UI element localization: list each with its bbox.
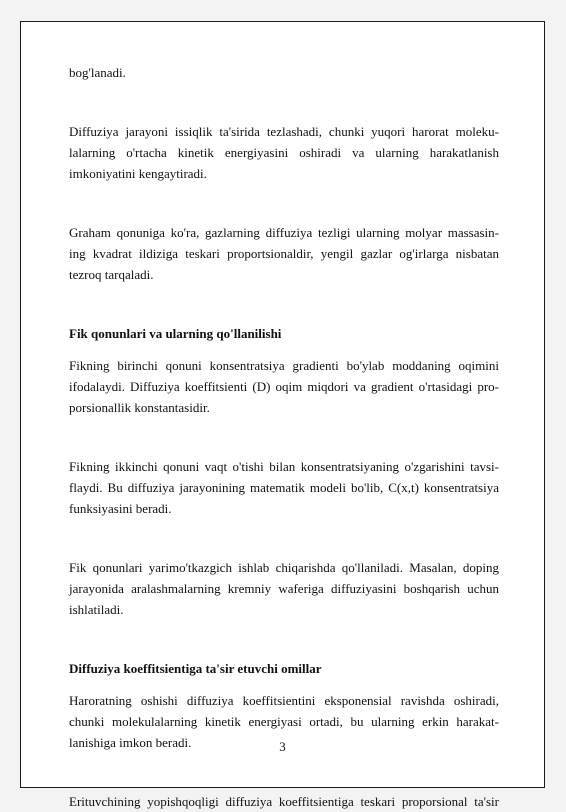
- text-line: Graham qonuniga ko'ra, gazlarning diffuziya tezligi ularning molyar massasin-: [69, 225, 499, 240]
- paragraph-graham-law: [69, 222, 499, 285]
- text-line: jarayonida aralashmalarning kremniy waferiga diffuziyasini boshqarish uchun: [69, 581, 499, 596]
- paragraph-diffusion-heat: [69, 121, 499, 184]
- text-line: tezroq tarqaladi.: [69, 267, 154, 282]
- paragraph-viscosity-effect: [69, 791, 499, 812]
- text-line: flaydi. Bu diffuziya jarayonining matematik modeli bo'lib, C(x,t) konsentratsiya: [69, 480, 499, 495]
- text-line: lanishiga imkon beradi.: [69, 735, 192, 750]
- text-line: ing kvadrat ildiziga teskari proportsionaldir, yengil gazlar og'irlarga nisbatan: [69, 246, 499, 261]
- text-line: ifodalaydi. Diffuziya koeffitsienti (D) oqim miqdori va gradient o'rtasidagi pro-: [69, 379, 499, 394]
- paragraph-fick-applications: [69, 557, 499, 620]
- page-content: [69, 62, 499, 812]
- text-line: funksiyasini beradi.: [69, 501, 172, 516]
- section-heading-fick-laws: Fik qonunlari va ularning qo'llanilishi: [69, 326, 282, 341]
- paragraph-fick-first-law: [69, 355, 499, 418]
- page-number: 3: [279, 739, 286, 754]
- text-line: Fik qonunlari yarimo'tkazgich ishlab chiqarishda qo'llaniladi. Masalan, doping: [69, 560, 499, 575]
- paragraph-intro: [69, 62, 499, 83]
- text-line: porsionallik konstantasidir.: [69, 400, 210, 415]
- text-line: ishlatiladi.: [69, 602, 124, 617]
- text-line: Erituvchining yopishqoqligi diffuziya koeffitsientiga teskari proporsional ta'sir: [69, 794, 499, 809]
- text-line: Diffuziya jarayoni issiqlik ta'sirida tezlashadi, chunki yuqori harorat moleku-: [69, 124, 499, 139]
- text-line: Fikning birinchi qonuni konsentratsiya gradienti bo'ylab moddaning oqimini: [69, 358, 499, 373]
- text-line: Fikning ikkinchi qonuni vaqt o'tishi bilan konsentratsiyaning o'zgarishini tavsi-: [69, 459, 499, 474]
- text-line: chunki molekulalarning kinetik energiyasi ortadi, bu ularning erkin harakat-: [69, 714, 499, 729]
- text-line: imkoniyatini kengaytiradi.: [69, 166, 207, 181]
- text-line: Haroratning oshishi diffuziya koeffitsientini eksponensial ravishda oshiradi,: [69, 693, 499, 708]
- document-page: [20, 21, 545, 809]
- text-line: bog'lanadi.: [69, 65, 126, 80]
- paragraph-fick-second-law: [69, 456, 499, 519]
- section-heading-diffusion-factors: Diffuziya koeffitsientiga ta'sir etuvchi omillar: [69, 661, 322, 676]
- text-line: lalarning o'rtacha kinetik energiyasini oshiradi va ularning harakatlanish: [69, 145, 499, 160]
